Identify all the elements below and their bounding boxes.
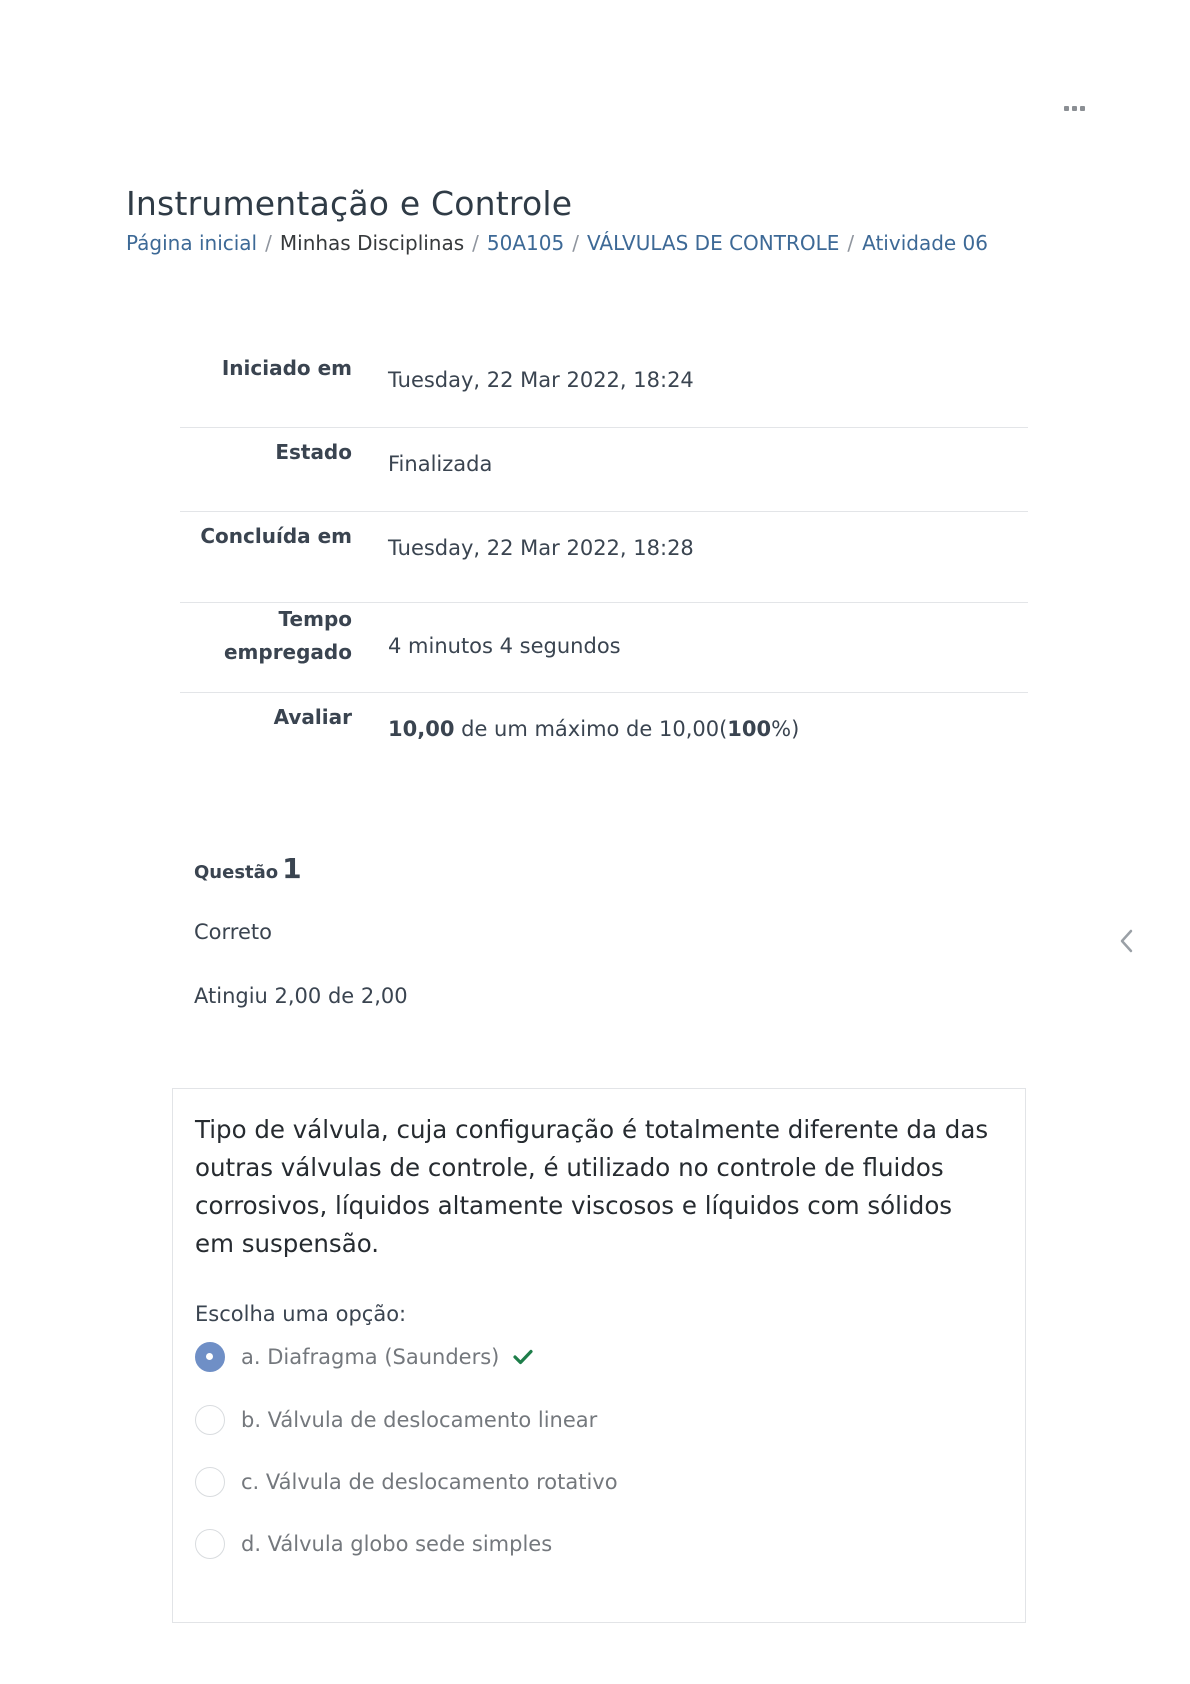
answer-option-d[interactable] [195, 1529, 552, 1559]
breadcrumb-section-link[interactable]: VÁLVULAS DE CONTROLE [586, 231, 840, 255]
summary-value [368, 693, 1028, 773]
answer-option-label: a. Diafragma (Saunders) [241, 1345, 500, 1369]
breadcrumb-separator: / [847, 231, 855, 255]
summary-row-time-taken [180, 603, 1028, 693]
menu-dot [1080, 106, 1085, 111]
breadcrumb-home-link[interactable]: Página inicial [126, 231, 258, 255]
summary-label [180, 603, 368, 692]
question-label: Questão [194, 862, 279, 883]
summary-label: Avaliar [273, 705, 352, 729]
question-number-value: 1 [282, 852, 302, 885]
radio-button[interactable] [195, 1467, 225, 1497]
summary-row-completed [180, 512, 1028, 603]
summary-label-line: Tempo [278, 607, 352, 631]
check-icon [513, 1348, 533, 1366]
answer-option-label: d. Válvula globo sede simples [241, 1532, 553, 1556]
summary-label: Estado [275, 440, 352, 464]
radio-button[interactable] [195, 1529, 225, 1559]
breadcrumb-separator: / [265, 231, 272, 255]
chevron-left-icon[interactable] [1118, 928, 1136, 954]
breadcrumb-activity-link[interactable]: Atividade 06 [862, 231, 989, 255]
breadcrumb-course-link[interactable]: 50A105 [486, 231, 565, 255]
summary-value: Finalizada [388, 452, 493, 476]
summary-label: Iniciado em [221, 356, 352, 380]
summary-value: Tuesday, 22 Mar 2022, 18:24 [388, 368, 694, 392]
question-state: Correto [194, 920, 272, 944]
grade-score: 10,00 [388, 717, 455, 741]
breadcrumb-separator: / [472, 231, 479, 255]
breadcrumb-separator: / [572, 231, 579, 255]
grade-percent: 100 [727, 717, 772, 741]
summary-row-grade [180, 693, 1028, 773]
menu-dot [1072, 106, 1077, 111]
answer-option-a[interactable] [195, 1342, 533, 1372]
summary-value: Tuesday, 22 Mar 2022, 18:28 [388, 536, 694, 560]
question-content-box [172, 1088, 1026, 1623]
breadcrumb-my-courses: Minhas Disciplinas [279, 231, 465, 255]
summary-label: Concluída em [200, 524, 352, 548]
attempt-summary-table [180, 344, 1028, 773]
question-prompt: Escolha uma opção: [195, 1302, 407, 1326]
summary-label-line: empregado [223, 640, 352, 664]
answer-option-c[interactable] [195, 1467, 618, 1497]
answer-option-label: b. Válvula de deslocamento linear [241, 1408, 598, 1432]
breadcrumb [126, 231, 988, 255]
question-number [194, 852, 302, 885]
menu-dot [1064, 106, 1069, 111]
summary-row-started [180, 344, 1028, 428]
question-info [194, 852, 302, 885]
radio-button[interactable] [195, 1405, 225, 1435]
summary-row-state [180, 428, 1028, 512]
more-options-icon[interactable] [1064, 102, 1088, 114]
answer-option-label: c. Válvula de deslocamento rotativo [241, 1470, 618, 1494]
grade-text-end: %) [771, 717, 800, 741]
question-text: Tipo de válvula, cuja configuração é totalmente diferente da das outras válvulas de controle, é utilizado no controle de fluidos corrosivos, líquidos altamente viscosos e líquidos com sólidos em suspensão. [195, 1115, 989, 1258]
radio-button-selected[interactable] [195, 1342, 225, 1372]
page-title: Instrumentação e Controle [126, 184, 573, 223]
answer-option-b[interactable] [195, 1405, 597, 1435]
summary-value: 4 minutos 4 segundos [388, 634, 621, 658]
grade-text: de um máximo de 10,00( [454, 717, 728, 741]
question-grade: Atingiu 2,00 de 2,00 [194, 984, 408, 1008]
